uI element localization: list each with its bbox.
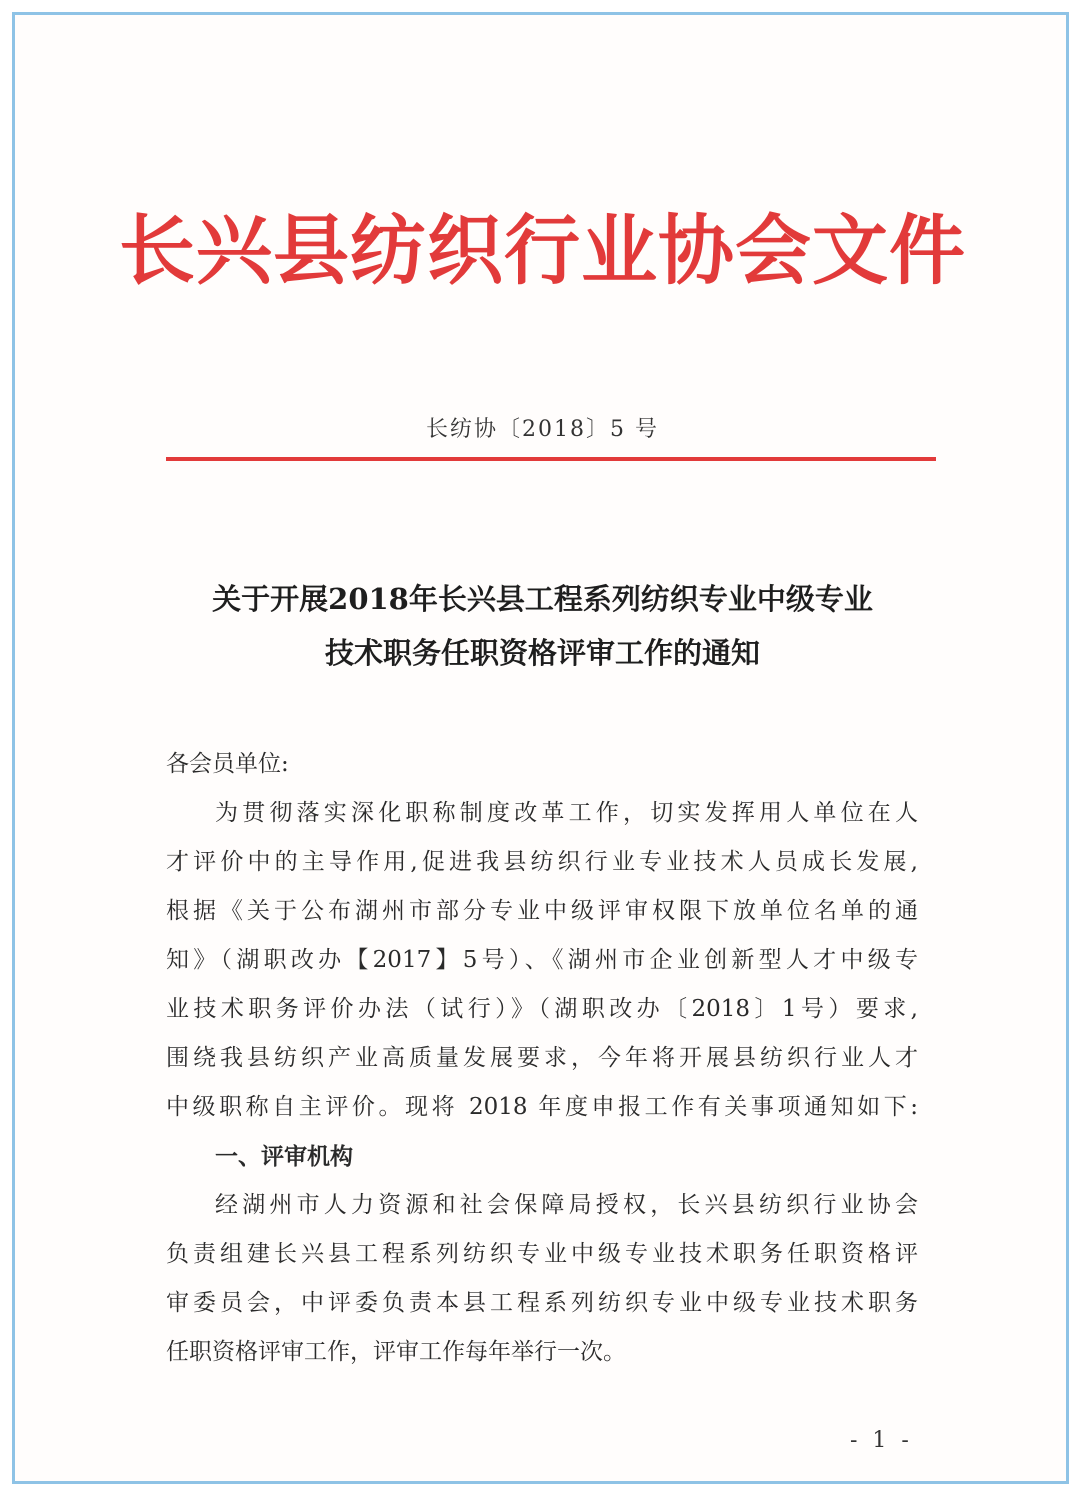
paragraph-1-line: 业技术职务评价办法（试行）》（湖职改办〔2018〕1号）要求, [166, 996, 918, 1022]
document-title-line-1: 关于开展2018年长兴县工程系列纺织专业中级专业 [212, 582, 873, 616]
document-body [166, 740, 918, 1377]
document-title [160, 572, 925, 680]
paragraph-2-line: 负责组建长兴县工程系列纺织专业中级专业技术职务任职资格评 [166, 1241, 918, 1267]
masthead-title: 长兴县纺织行业协会文件 [119, 206, 966, 295]
paragraph-1-line: 中级职称自主评价。现将 2018 年度申报工作有关事项通知如下: [166, 1094, 918, 1120]
paragraph-1-line: 根据《关于公布湖州市部分专业中级评审权限下放单位名单的通 [166, 898, 918, 924]
paragraph-1-line: 知》（湖职改办【2017】5号）、《湖州市企业创新型人才中级专 [166, 947, 918, 973]
paragraph-1-line: 为贯彻落实深化职称制度改革工作，切实发挥用人单位在人 [215, 800, 918, 826]
red-divider-line [166, 457, 936, 461]
document-title-line-2: 技术职务任职资格评审工作的通知 [324, 636, 760, 670]
document-number: 长纺协〔2018〕5 号 [426, 417, 659, 442]
paragraph-2-line: 经湖州市人力资源和社会保障局授权，长兴县纺织行业协会 [215, 1192, 918, 1218]
page-number: - 1 - [850, 1428, 913, 1453]
paragraph-2-line: 任职资格评审工作，评审工作每年举行一次。 [166, 1339, 626, 1365]
section-heading: 一、评审机构 [215, 1143, 353, 1170]
paragraph-1-line: 才评价中的主导作用,促进我县纺织行业专业技术人员成长发展, [166, 849, 918, 875]
paragraph-1-line: 围绕我县纺织产业高质量发展要求，今年将开展县纺织行业人才 [166, 1045, 918, 1071]
paragraph-2-line: 审委员会，中评委负责本县工程系列纺织专业中级专业技术职务 [166, 1290, 918, 1316]
salutation: 各会员单位: [166, 751, 289, 777]
